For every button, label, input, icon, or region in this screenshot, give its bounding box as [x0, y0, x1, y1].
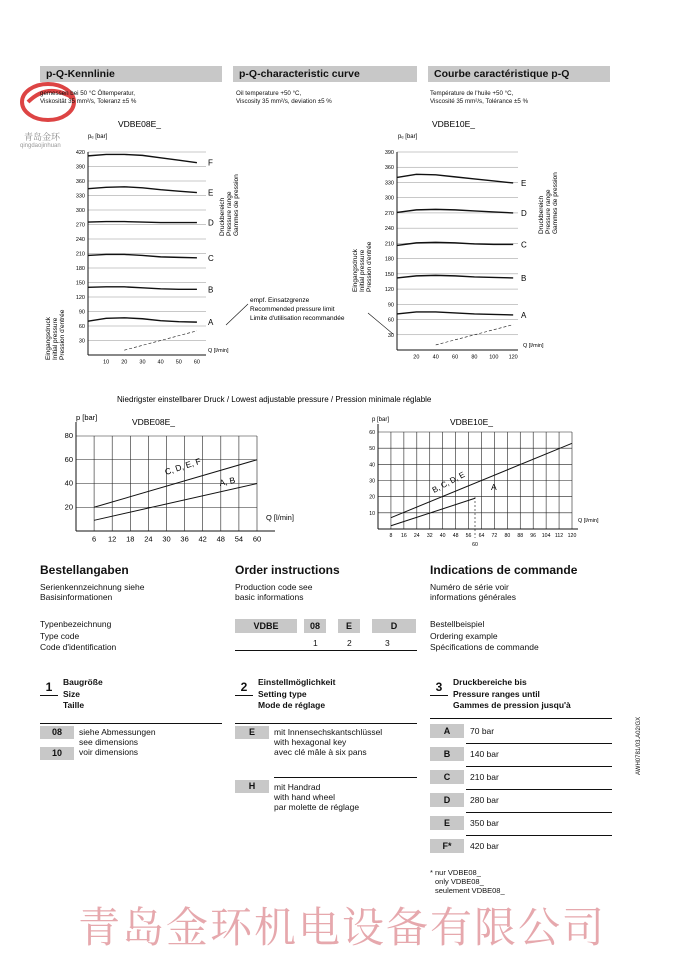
ordering-example — [430, 619, 539, 654]
note-de-line2: Viskosität 35 mm²/s, Toleranz ±5 % — [40, 97, 137, 105]
curve-label-d: D — [521, 208, 527, 218]
pressure-rule — [466, 812, 612, 813]
x-tick-label: 10 — [103, 359, 110, 366]
ylabel-en: Initial pressure — [359, 249, 366, 292]
x-tick-label: 48 — [216, 534, 225, 544]
series-line-b — [88, 287, 197, 289]
code-cell-vdbe: VDBE — [235, 619, 297, 633]
ylabel-fr: Pression d'entrée — [366, 241, 373, 292]
type-code-label — [40, 619, 116, 654]
limit-note — [250, 297, 345, 322]
series-line-e — [397, 174, 513, 183]
setting-h-en: with hand wheel — [274, 792, 335, 802]
y-tick-label: 330 — [384, 180, 394, 187]
section-3-rule — [430, 718, 612, 719]
order-sub-fr-2: informations générales — [430, 592, 516, 602]
section-1-rule — [40, 723, 222, 724]
pressure-rule — [466, 743, 612, 744]
pressure-rule — [466, 789, 612, 790]
example-de: Bestellbeispiel — [430, 619, 485, 629]
size-10-text: voir dimensions — [79, 747, 139, 757]
size-08-text: siehe Abmessungen — [79, 727, 156, 737]
x-tick-label: 48 — [452, 533, 459, 540]
curve-label-e: E — [208, 188, 214, 198]
y-tick-label: 60 — [369, 430, 375, 436]
x-tick-label: 18 — [126, 534, 135, 544]
series-line-f — [88, 154, 197, 162]
chart-tr-yunit: pₑ [bar] — [398, 134, 418, 140]
series-line-ab — [94, 484, 257, 521]
y-tick-label: 30 — [78, 338, 85, 345]
code-table-rule — [235, 650, 417, 651]
y-tick-label: 300 — [75, 208, 85, 214]
series-label-ab: A, B — [218, 474, 237, 488]
section-1-number: 1 — [40, 680, 58, 696]
x-tick-label: 50 — [175, 359, 182, 366]
setting-h-code: H — [235, 780, 269, 793]
chart-tr-title: VDBE10E_ — [432, 119, 475, 129]
y-tick-label: 120 — [384, 287, 394, 294]
company-watermark: 青岛金环机电设备有限公司 — [78, 903, 607, 952]
y-tick-label: 210 — [384, 241, 394, 248]
x-tick-label: 40 — [157, 359, 164, 366]
y-tick-label: 30 — [387, 332, 394, 339]
series-label-a: A — [491, 482, 497, 492]
pressure-value: 70 bar — [470, 726, 495, 736]
x-tick-label: 30 — [162, 534, 171, 544]
y-tick-label: 30 — [369, 478, 375, 485]
series-line-d — [88, 222, 197, 223]
curve-label-e: E — [521, 178, 527, 188]
chart-bottom-right — [369, 424, 578, 548]
header-de: p-Q-Kennlinie — [40, 66, 222, 82]
chart-tl-title: VDBE08E_ — [118, 119, 161, 129]
y-tick-label: 90 — [78, 309, 85, 316]
curve-label-c: C — [521, 240, 527, 250]
y-tick-label: 180 — [75, 266, 85, 272]
y-tick-label: 120 — [75, 295, 85, 301]
curve-label-c: C — [208, 253, 214, 263]
size-see-dimensions: see dimensions — [79, 737, 139, 747]
code-num-3: 3 — [385, 638, 390, 648]
size-08-code: 08 — [40, 726, 74, 739]
x-tick-label: 60 — [452, 354, 459, 361]
note-fr-line1: Température de l'huile +50 °C, — [430, 90, 514, 97]
section-2-labels — [258, 677, 335, 712]
y-tick-label: 20 — [64, 502, 73, 512]
x-tick-label: 56 — [465, 533, 472, 540]
range-fr: Gammes de pression — [552, 172, 559, 234]
x-tick-label: 36 — [180, 534, 189, 544]
x-tick-label: 20 — [413, 354, 420, 361]
x-tick-label: 88 — [517, 533, 524, 540]
series-line-b — [397, 275, 513, 278]
section-1-en: Size — [63, 688, 81, 699]
chart-bl-xlabel: Q [l/min] — [266, 513, 294, 522]
y-tick-label: 60 — [64, 454, 73, 464]
x-tick-label: 96 — [530, 533, 537, 540]
section-2-fr: Mode de réglage — [258, 700, 326, 710]
pressure-code-e: E — [430, 816, 464, 830]
pressure-code-a: A — [430, 724, 464, 738]
range-de: Druckbereich — [538, 195, 545, 234]
pressure-code-c: C — [430, 770, 464, 784]
order-title-fr: Indications de commande — [430, 563, 578, 577]
x-tick-label: 72 — [491, 533, 498, 540]
note-fr-line2: Viscosité 35 mm²/s, Tolérance ±5 % — [430, 97, 529, 105]
y-tick-label: 210 — [75, 251, 85, 258]
order-sub-en-1: Production code see — [235, 582, 313, 592]
header-fr: Courbe caractéristique p-Q — [428, 66, 610, 82]
setting-h-de: mit Handrad — [274, 782, 321, 792]
y-tick-label: 80 — [64, 431, 73, 440]
order-title-de: Bestellangaben — [40, 563, 129, 577]
type-code-fr: Code d'identification — [40, 642, 117, 652]
y-tick-label: 420 — [75, 150, 85, 156]
size-10-code: 10 — [40, 747, 74, 760]
setting-e-de: mit Innensechskantschlüssel — [274, 727, 383, 737]
setting-e-en: with hexagonal key — [274, 737, 347, 747]
pressure-footnote — [430, 868, 505, 895]
section-3-en: Pressure ranges until — [453, 688, 540, 699]
example-en: Ordering example — [430, 630, 498, 641]
setting-rule — [274, 777, 417, 778]
chart-tl-ylabel — [45, 309, 66, 360]
x-tick-label: 8 — [389, 533, 393, 540]
limit-note-fr: Limite d'utilisation recommandée — [250, 315, 345, 322]
side-doc-code: AWH0781/03.A02/GX — [636, 716, 642, 775]
code-num-2: 2 — [347, 638, 352, 648]
pressure-code-d: D — [430, 793, 464, 807]
curve-label-f: F — [208, 158, 213, 168]
x-tick-label: 30 — [139, 359, 146, 366]
y-tick-label: 270 — [384, 210, 394, 217]
x-tick-label: 100 — [489, 354, 499, 361]
x-tick-label: 32 — [426, 533, 433, 540]
footnote-de: * nur VDBE08_ — [430, 868, 481, 877]
series-label-bcde: B, C, D, E — [430, 470, 467, 495]
code-cell-setting: E — [338, 619, 360, 633]
x-tick-label: 20 — [121, 359, 128, 366]
y-tick-label: 60 — [78, 324, 85, 330]
code-cell-pressure: D — [372, 619, 416, 633]
code-cell-size: 08 — [304, 619, 326, 633]
ylabel-de: Eingangsdruck — [45, 317, 52, 360]
x-tick-label-60: 60 — [472, 542, 478, 548]
order-sub-de-2: Basisinformationen — [40, 592, 113, 602]
x-tick-label: 24 — [144, 534, 153, 544]
example-fr: Spécifications de commande — [430, 642, 539, 652]
x-tick-label: 104 — [541, 533, 551, 540]
note-en-line1: Oil temperature +50 °C, — [236, 90, 302, 97]
y-tick-label: 330 — [75, 193, 85, 200]
logo-subtext: qingdaojinhuan — [20, 143, 61, 149]
section-2-rule — [235, 723, 417, 724]
y-tick-label: 50 — [369, 446, 375, 453]
ylabel-de: Eingangsdruck — [352, 249, 359, 292]
x-tick-label: 40 — [432, 354, 439, 361]
y-tick-label: 390 — [75, 164, 85, 171]
setting-e-text — [274, 727, 382, 757]
limit-note-de: empf. Einsatzgrenze — [250, 297, 310, 304]
section-3-number: 3 — [430, 680, 448, 696]
section-3-fr: Gammes de pression jusqu'à — [453, 700, 571, 710]
range-fr: Gammes de pression — [233, 174, 240, 236]
order-sub-de — [40, 582, 144, 602]
range-en: Pressure range — [226, 191, 233, 236]
pressure-value: 350 bar — [470, 818, 499, 828]
setting-h-fr: par molette de réglage — [274, 802, 360, 812]
pressure-rule — [466, 835, 612, 836]
chart-br-title: VDBE10E_ — [450, 417, 493, 427]
chart-bottom-left — [65, 422, 275, 544]
footnote-en: only VDBE08_ — [435, 877, 484, 886]
pressure-value: 140 bar — [470, 749, 499, 759]
y-tick-label: 10 — [369, 510, 375, 517]
chart-top-left — [76, 150, 248, 366]
curve-label-a: A — [208, 318, 214, 328]
chart-tl-xlabel: Q [l/min] — [208, 348, 229, 354]
series-line-a — [88, 318, 197, 322]
setting-h-text — [274, 782, 359, 812]
type-code-de: Typenbezeichnung — [40, 619, 112, 629]
x-tick-label: 54 — [234, 534, 244, 544]
section-1-de: Baugröße — [63, 677, 103, 687]
y-tick-label: 390 — [384, 150, 394, 156]
curve-label-b: B — [208, 285, 214, 295]
series-line-d — [397, 209, 513, 213]
type-code-en: Type code — [40, 630, 80, 641]
y-tick-label: 180 — [384, 256, 394, 263]
y-tick-label: 270 — [75, 222, 85, 229]
section-2-en: Setting type — [258, 688, 307, 699]
chart-br-xlabel: Q [l/min] — [578, 518, 599, 524]
limit-note-en: Recommended pressure limit — [250, 306, 335, 313]
x-tick-label: 60 — [193, 359, 200, 366]
y-tick-label: 240 — [384, 226, 394, 233]
order-sub-fr-1: Numéro de série voir — [430, 582, 509, 592]
range-en: Pressure range — [545, 189, 552, 234]
leader-line — [226, 304, 248, 325]
y-tick-label: 90 — [387, 302, 394, 309]
y-tick-label: 60 — [387, 317, 394, 324]
order-sub-fr — [430, 582, 516, 602]
pressure-rule — [466, 766, 612, 767]
x-tick-label: 6 — [92, 534, 97, 544]
chart-br-yunit: p [bar] — [372, 417, 390, 423]
x-tick-label: 64 — [478, 533, 485, 540]
setting-e-code: E — [235, 726, 269, 739]
chart-tr-range-label — [538, 172, 559, 234]
order-sub-de-1: Serienkennzeichnung siehe — [40, 582, 145, 592]
curve-label-b: B — [521, 273, 527, 283]
x-tick-label: 112 — [554, 533, 564, 540]
section-2-number: 2 — [235, 680, 253, 696]
y-tick-label: 20 — [369, 494, 375, 501]
bottom-caption: Niedrigster einstellbarer Druck / Lowest adjustable pressure / Pression minimale réglable — [117, 395, 432, 404]
x-tick-label: 24 — [413, 533, 420, 540]
order-sub-en — [235, 582, 313, 602]
chart-tl-yunit: pₑ [bar] — [88, 134, 108, 140]
chart-tr-ylabel — [352, 241, 373, 292]
pressure-value: 280 bar — [470, 795, 499, 805]
y-tick-label: 40 — [369, 462, 375, 469]
curve-label-a: A — [521, 310, 527, 320]
ylabel-en: Initial pressure — [52, 317, 59, 360]
section-2-de: Einstellmöglichkeit — [258, 677, 336, 687]
range-de: Druckbereich — [219, 197, 226, 236]
y-tick-label: 40 — [64, 478, 73, 488]
section-1-fr: Taille — [63, 700, 85, 710]
pressure-code-b: B — [430, 747, 464, 761]
note-de-line1: gemessen bei 50 °C Öltemperatur, — [40, 90, 135, 97]
x-tick-label: 120 — [508, 354, 518, 361]
setting-e-fr: avec clé mâle à six pans — [274, 747, 367, 757]
series-line-a — [397, 312, 513, 315]
series-label-cdef: C, D, E, F — [163, 455, 203, 477]
x-tick-label: 80 — [471, 354, 478, 361]
y-tick-label: 360 — [75, 179, 85, 185]
chart-bl-yunit: p [bar] — [76, 413, 98, 422]
note-en-line2: Viscosity 35 mm²/s, deviation ±5 % — [236, 97, 332, 105]
pressure-value: 420 bar — [470, 841, 499, 851]
x-tick-label: 120 — [567, 533, 577, 540]
y-tick-label: 300 — [384, 195, 394, 202]
pressure-value: 210 bar — [470, 772, 499, 782]
section-3-de: Druckbereiche bis — [453, 677, 527, 687]
x-tick-label: 40 — [439, 533, 446, 540]
chart-bl-title: VDBE08E_ — [132, 417, 175, 427]
series-line-c — [88, 254, 197, 257]
code-num-1: 1 — [313, 638, 318, 648]
header-en: p-Q-characteristic curve — [233, 66, 417, 82]
pressure-code-f: F* — [430, 839, 464, 853]
logo-text: 青岛金环 — [24, 133, 61, 143]
y-tick-label: 150 — [75, 280, 85, 287]
order-title-en: Order instructions — [235, 563, 340, 577]
series-line-e — [88, 187, 197, 193]
x-tick-label: 80 — [504, 533, 511, 540]
y-tick-label: 150 — [384, 271, 394, 278]
chart-tr-xlabel: Q [l/min] — [523, 343, 544, 349]
series-line-c — [397, 242, 513, 245]
section-3-labels — [453, 677, 571, 712]
order-sub-en-2: basic informations — [235, 592, 304, 602]
x-tick-label: 16 — [400, 533, 407, 540]
x-tick-label: 42 — [198, 534, 207, 544]
y-tick-label: 240 — [75, 237, 85, 243]
x-tick-label: 12 — [108, 534, 117, 544]
chart-tl-range-label — [219, 174, 240, 236]
y-tick-label: 360 — [384, 165, 394, 172]
section-1-labels — [63, 677, 103, 712]
curve-label-d: D — [208, 218, 214, 228]
ylabel-fr: Pression d'entrée — [59, 309, 66, 360]
footnote-fr: seulement VDBE08_ — [435, 886, 505, 895]
x-tick-label: 60 — [252, 534, 262, 544]
chart-top-right — [368, 150, 527, 361]
